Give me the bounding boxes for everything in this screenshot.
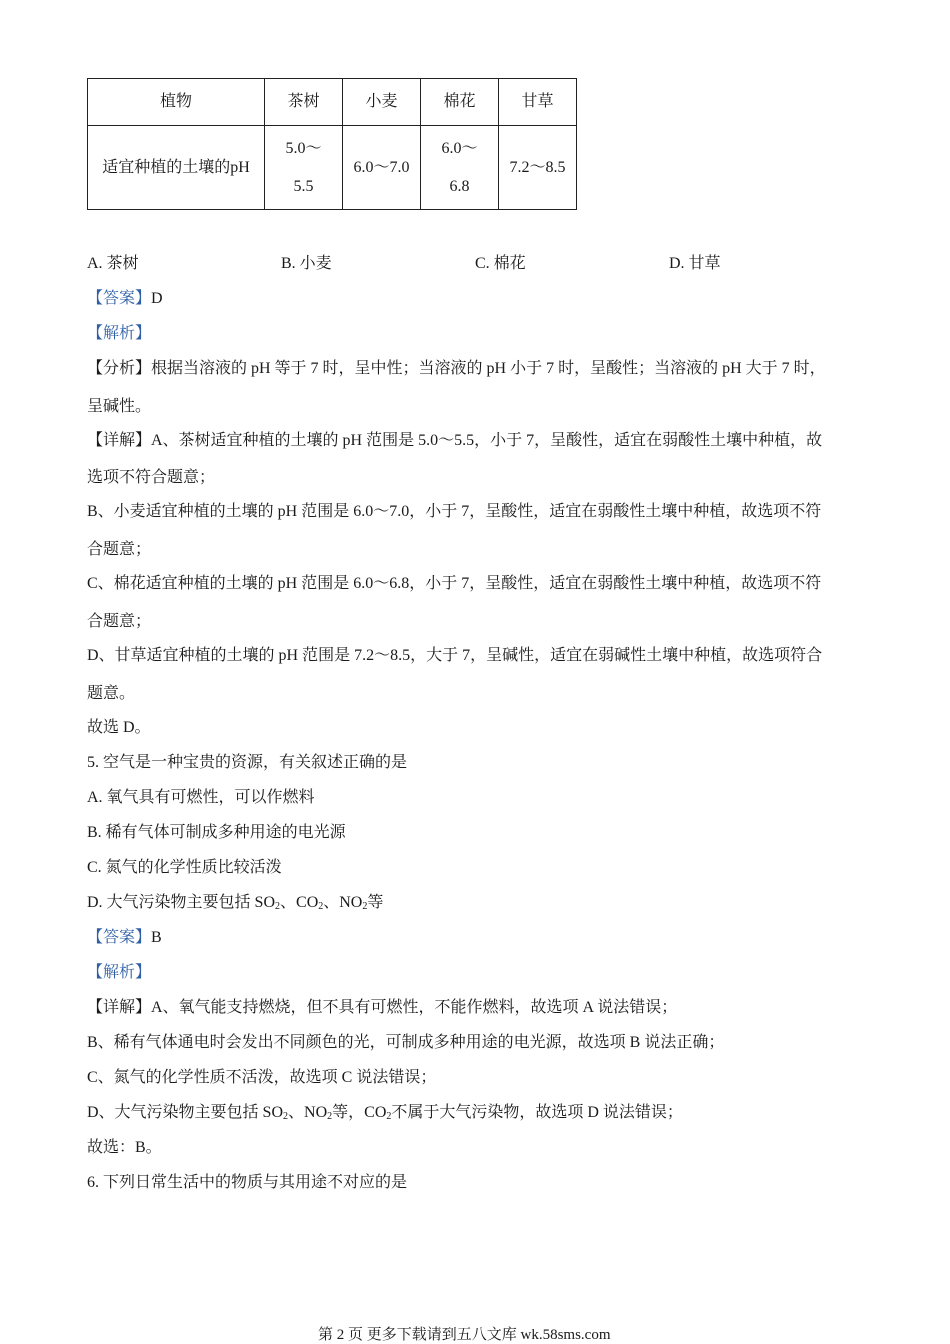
- q5-detail-c: C、氮气的化学性质不活泼，故选项 C 说法错误；: [87, 1069, 437, 1086]
- analysis-line: 【分析】根据当溶液的 pH 等于 7 时，呈中性；当溶液的 pH 小于 7 时，呈酸性；当溶液的 pH 大于 7 时，: [87, 360, 826, 377]
- q5-option-b: B. 稀有气体可制成多种用途的电光源: [87, 824, 346, 841]
- option-b: B. 小麦: [281, 255, 332, 272]
- q5-detail-d: D、大气污染物主要包括 $SO_2$、$NO_2$等，$CO_2$不属于大气污染物，故选项 D 说法错误；: [87, 1104, 683, 1122]
- conclusion: 故选 D。: [87, 719, 151, 736]
- detail-line: 题意。: [87, 685, 136, 702]
- detail-line: 选项不符合题意；: [87, 469, 216, 486]
- detail-line: 合题意；: [87, 541, 152, 558]
- detail-line: B、小麦适宜种植的土壤的 pH 范围是 6.0～7.0，小于 7，呈酸性，适宜在弱酸性土壤中种植，故选项不符: [87, 503, 822, 520]
- q5-analysis-tag: 【解析】: [87, 964, 152, 981]
- question-6-stem: 6. 下列日常生活中的物质与其用途不对应的是: [87, 1174, 408, 1191]
- analysis-tag: 【解析】: [87, 325, 152, 342]
- analysis-line: 呈碱性。: [87, 398, 152, 415]
- table-header-cotton: 棉花: [421, 79, 499, 126]
- page-footer: 第 2 页 更多下载请到五八文库 wk.58sms.com: [318, 1327, 611, 1343]
- answer-value: D: [151, 290, 163, 307]
- detail-line: C、棉花适宜种植的土壤的 pH 范围是 6.0～6.8，小于 7，呈酸性，适宜在弱酸性土壤中种植，故选项不符: [87, 575, 822, 592]
- table-cell-licorice: 7.2～8.5: [499, 126, 577, 210]
- q5-option-c: C. 氮气的化学性质比较活泼: [87, 859, 282, 876]
- option-c: C. 棉花: [475, 255, 526, 272]
- table-cell-wheat: 6.0～7.0: [343, 126, 421, 210]
- q5-option-a: A. 氧气具有可燃性，可以作燃料: [87, 789, 315, 806]
- detail-line: 【详解】A、茶树适宜种植的土壤的 pH 范围是 5.0～5.5，小于 7，呈酸性，适宜在弱酸性土壤中种植，故: [87, 432, 823, 449]
- table-header-plant: 植物: [88, 79, 265, 126]
- ph-table: [87, 78, 577, 210]
- question-5-stem: 5. 空气是一种宝贵的资源，有关叙述正确的是: [87, 754, 408, 771]
- table-row-label: 适宜种植的土壤的pH: [88, 126, 265, 210]
- q5-conclusion: 故选：B。: [87, 1139, 162, 1156]
- option-a: A. 茶树: [87, 255, 139, 272]
- q5-detail-b: B、稀有气体通电时会发出不同颜色的光，可制成多种用途的电光源，故选项 B 说法正确；: [87, 1034, 725, 1051]
- detail-line: D、甘草适宜种植的土壤的 pH 范围是 7.2～8.5，大于 7，呈碱性，适宜在弱碱性土壤中种植，故选项符合: [87, 647, 823, 664]
- q5-detail-a: 【详解】A、氧气能支持燃烧，但不具有可燃性，不能作燃料，故选项 A 说法错误；: [87, 999, 678, 1016]
- answer-value: B: [151, 929, 162, 946]
- answer-line: [87, 285, 163, 308]
- table-header-wheat: 小麦: [343, 79, 421, 126]
- table-header-tea: 茶树: [265, 79, 343, 126]
- table-header-licorice: 甘草: [499, 79, 577, 126]
- option-d: D. 甘草: [669, 255, 721, 272]
- answer-tag: 【答案】: [87, 929, 152, 946]
- detail-line: 合题意；: [87, 613, 152, 630]
- q5-option-d: D. 大气污染物主要包括 $SO_2$、$CO_2$、$NO_2$等: [87, 894, 384, 912]
- table-cell-tea: 5.0～ 5.5: [265, 126, 343, 210]
- answer-tag: 【答案】: [87, 290, 152, 307]
- table-cell-cotton: 6.0～ 6.8: [421, 126, 499, 210]
- q5-answer-line: [87, 924, 162, 947]
